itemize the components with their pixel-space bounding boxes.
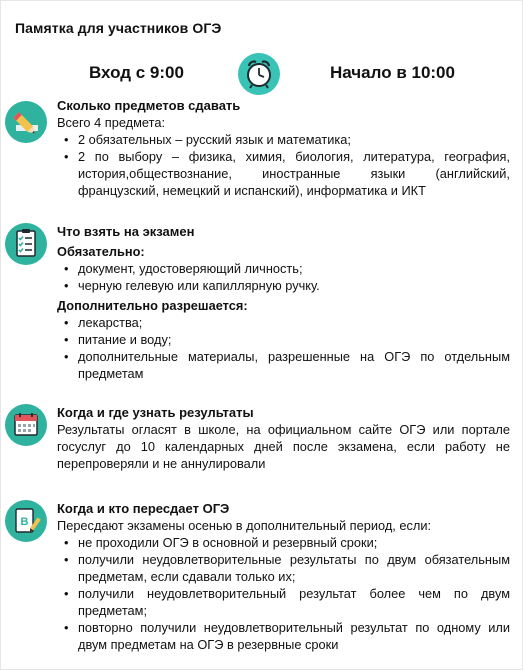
document-edit-icon bbox=[5, 500, 47, 542]
list-item: • дополнительные материалы, разрешенные на ОГЭ по отдельным предметам bbox=[57, 348, 510, 382]
list-item: • не проходили ОГЭ в основной и резервный сроки; bbox=[57, 534, 510, 551]
list-item: • 2 по выбору – физика, химия, биология, литература, география, история,обществознание, иностранные языки (английский, французский, немецкий и испанский), информатика и ИКТ bbox=[57, 148, 510, 199]
section-results-content bbox=[57, 404, 510, 472]
section-subjects-content bbox=[57, 97, 510, 199]
section-heading: Сколько предметов сдавать bbox=[57, 98, 241, 113]
alarm-clock-icon bbox=[238, 53, 280, 95]
retake-list bbox=[57, 534, 510, 653]
section-intro: Всего 4 предмета: bbox=[57, 115, 166, 130]
pencil-icon bbox=[5, 101, 47, 143]
section-what-to-bring-content bbox=[57, 223, 510, 382]
section-intro: Пересдают экзамены осенью в дополнительный период, если: bbox=[57, 518, 432, 533]
exam-times bbox=[1, 53, 523, 93]
list-item: • получили неудовлетворительные результаты по двум обязательным предметам, если сдавали только их; bbox=[57, 551, 510, 585]
section-heading: Что взять на экзамен bbox=[57, 224, 195, 239]
section-heading: Когда и где узнать результаты bbox=[57, 405, 254, 420]
entry-time: Вход с 9:00 bbox=[89, 63, 184, 82]
list-item: • 2 обязательных – русский язык и математика; bbox=[57, 131, 510, 148]
page-title: Памятка для участников ОГЭ bbox=[15, 20, 222, 36]
list-item: • документ, удостоверяющий личность; bbox=[57, 260, 510, 277]
section-text: Результаты огласят в школе, на официальном сайте ОГЭ или портале госуслуг до 10 календарных дней после экзамена, если работу не перепроверяли и не аннулировали bbox=[57, 422, 510, 471]
svg-text:B: B bbox=[20, 516, 29, 528]
required-list bbox=[57, 260, 510, 294]
list-item: • питание и воду; bbox=[57, 331, 510, 348]
subjects-list bbox=[57, 131, 510, 199]
required-label: Обязательно: bbox=[57, 244, 145, 259]
list-item: • повторно получили неудовлетворительный результат по одному или двум предметам на ОГЭ в резервные сроки bbox=[57, 619, 510, 653]
checklist-icon bbox=[5, 223, 47, 265]
section-retake-content bbox=[57, 500, 510, 653]
allowed-label: Дополнительно разрешается: bbox=[57, 298, 248, 313]
start-time: Начало в 10:00 bbox=[330, 63, 455, 82]
list-item: • получили неудовлетворительный результат более чем по двум предметам; bbox=[57, 585, 510, 619]
section-heading: Когда и кто пересдает ОГЭ bbox=[57, 501, 230, 516]
list-item: • черную гелевую или капиллярную ручку. bbox=[57, 277, 510, 294]
calendar-icon bbox=[5, 404, 47, 446]
allowed-list bbox=[57, 314, 510, 382]
list-item: • лекарства; bbox=[57, 314, 510, 331]
